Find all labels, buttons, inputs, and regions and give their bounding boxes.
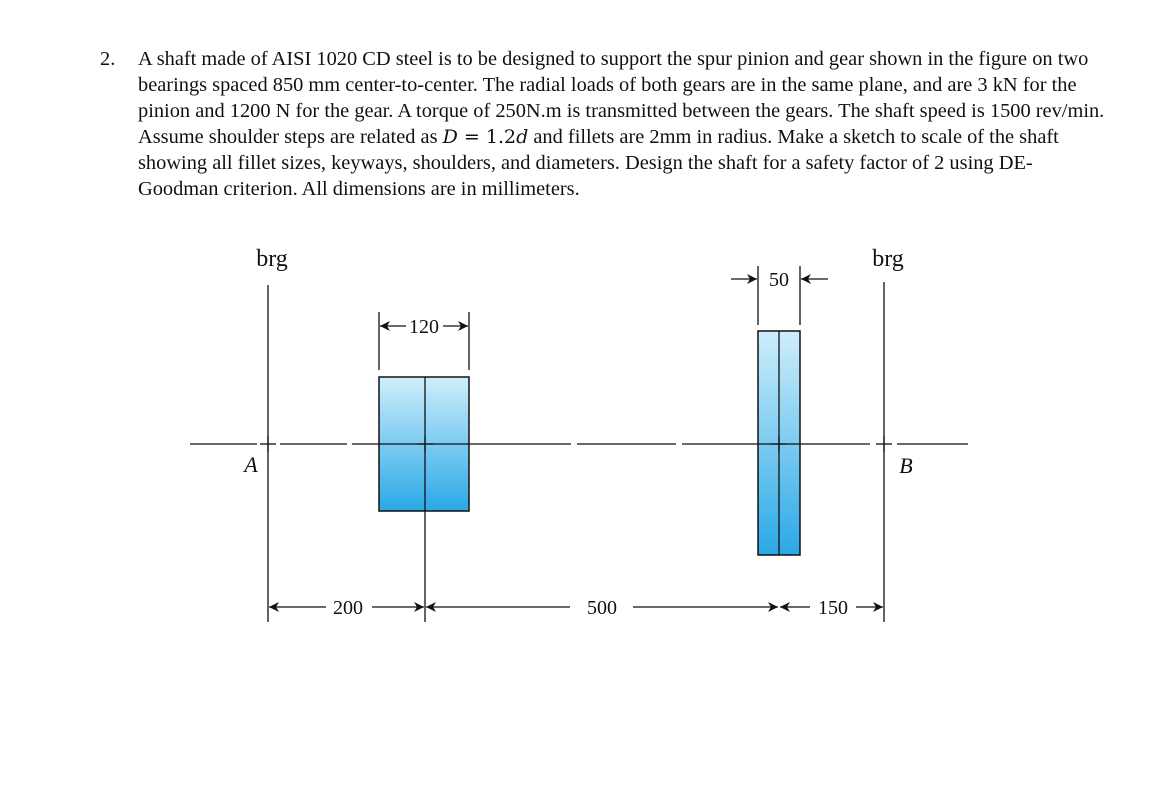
bearing-right-label: brg <box>872 246 904 272</box>
problem-text-part-1: A shaft made of AISI 1020 CD steel is to be designed to support the spur pinion and gear shown in the figure on two bearings spaced 850 mm center-to-center. The radial loads of both gears are in the same plane, and are 3 kN for the pinion and 1200 N for the gear. A torque of 250N.m is transmitted between the gears. The shaft speed is 1500 rev/min. Assume shoulder steps are related as <box>138 48 1105 148</box>
dim-pinion-to-gear: 500 <box>587 597 617 619</box>
math-symbol-D: D <box>442 126 458 148</box>
dim-gear-to-b: 150 <box>818 597 848 619</box>
math-symbol-d: d <box>516 126 529 148</box>
point-a-label: A <box>244 452 258 477</box>
dim-pinion-width: 120 <box>409 316 439 338</box>
problem-number: 2. <box>100 48 116 70</box>
problem-text-part-2: and fillets are 2mm in radius. Make a sketch to scale of the shaft showing all fillet sizes, keyways, shoulders, and diameters. Design the shaft for a safety factor of 2 using DE-Goodman criterion. All dimensions are in millimeters. <box>138 126 1059 200</box>
dim-gear-width: 50 <box>769 269 789 291</box>
point-b-label: B <box>899 453 913 478</box>
dim-a-to-pinion: 200 <box>333 597 363 619</box>
math-equals: = 1.2 <box>457 126 517 148</box>
bearing-left-label: brg <box>256 246 288 272</box>
